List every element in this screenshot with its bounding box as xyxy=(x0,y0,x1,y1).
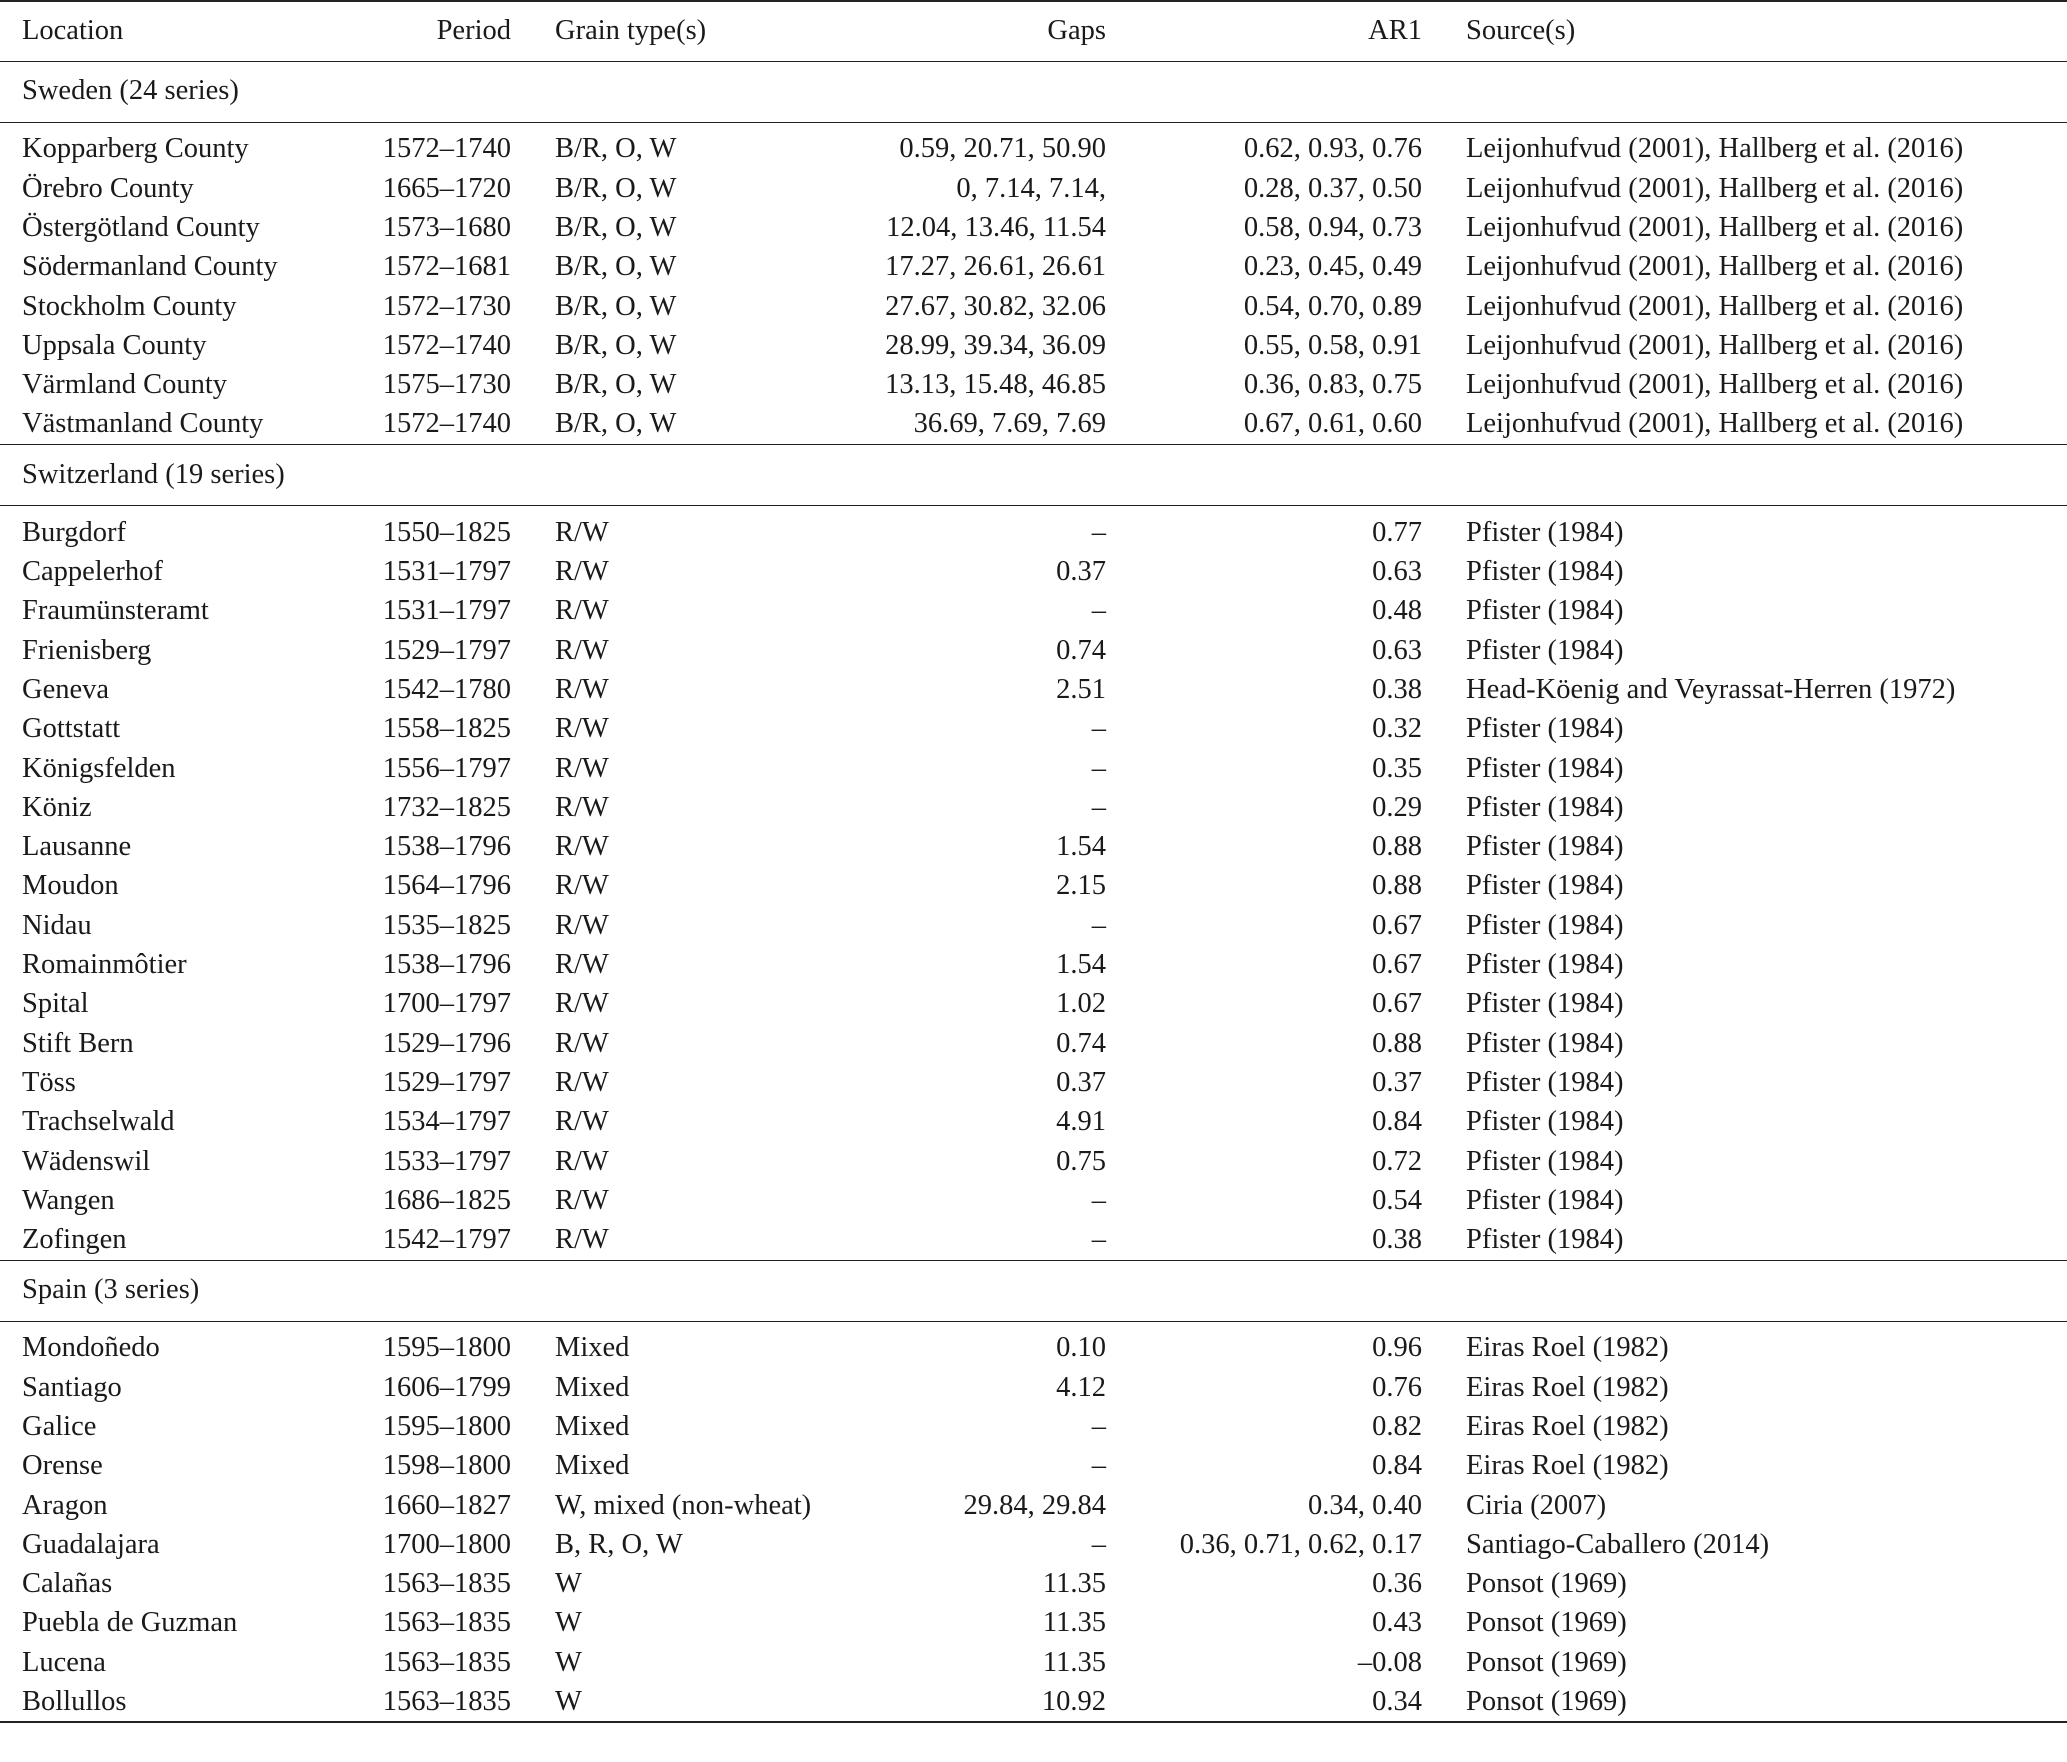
group-spacer xyxy=(0,505,2067,513)
cell-location: Kopparberg County xyxy=(22,133,249,165)
cell-grain-types: W xyxy=(555,1607,582,1639)
cell-gaps: – xyxy=(1091,909,1106,941)
cell-gaps: – xyxy=(1091,1528,1106,1560)
cell-grain-types: B/R, O, W xyxy=(555,290,677,322)
header-period: Period xyxy=(345,1,533,61)
cell-location: Fraumünsteramt xyxy=(22,595,209,627)
cell-ar1: 0.67 xyxy=(1372,949,1422,981)
cell-gaps: 17.27, 26.61, 26.61 xyxy=(885,251,1106,283)
cell-location: Königsfelden xyxy=(22,752,176,784)
cell-period: 1572–1740 xyxy=(382,133,511,165)
cell-location: Östergötland County xyxy=(22,211,260,243)
cell-period: 1595–1800 xyxy=(382,1332,511,1364)
cell-location: Spital xyxy=(22,988,89,1020)
cell-period: 1534–1797 xyxy=(382,1106,511,1138)
cell-gaps: 11.35 xyxy=(1042,1646,1106,1678)
cell-ar1: 0.96 xyxy=(1372,1332,1422,1364)
cell-grain-types: R/W xyxy=(555,673,609,705)
cell-location: Lausanne xyxy=(22,831,132,863)
cell-grain-types: R/W xyxy=(555,1184,609,1216)
cell-location: Lucena xyxy=(22,1646,106,1678)
table-row xyxy=(0,1408,2067,1447)
cell-grain-types: R/W xyxy=(555,831,609,863)
cell-grain-types: W xyxy=(555,1568,582,1600)
cell-grain-types: R/W xyxy=(555,556,609,588)
cell-sources: Pfister (1984) xyxy=(1466,988,1624,1020)
cell-ar1: 0.38 xyxy=(1372,1223,1422,1255)
cell-gaps: 2.51 xyxy=(1056,673,1106,705)
cell-period: 1531–1797 xyxy=(382,556,511,588)
table-row xyxy=(0,1526,2067,1565)
table-row xyxy=(0,1103,2067,1142)
table-row xyxy=(0,130,2067,169)
table-row xyxy=(0,906,2067,945)
cell-gaps: 1.02 xyxy=(1056,988,1106,1020)
table-row xyxy=(0,592,2067,631)
table-row xyxy=(0,553,2067,592)
table-row xyxy=(0,1329,2067,1368)
cell-ar1: 0.29 xyxy=(1372,791,1422,823)
cell-period: 1556–1797 xyxy=(382,752,511,784)
cell-grain-types: R/W xyxy=(555,752,609,784)
cell-location: Frienisberg xyxy=(22,634,152,666)
cell-gaps: – xyxy=(1091,752,1106,784)
cell-grain-types: R/W xyxy=(555,988,609,1020)
cell-location: Uppsala County xyxy=(22,329,207,361)
cell-gaps: – xyxy=(1091,1184,1106,1216)
table-row xyxy=(0,985,2067,1024)
cell-period: 1732–1825 xyxy=(382,791,511,823)
cell-gaps: 0.59, 20.71, 50.90 xyxy=(899,133,1106,165)
cell-gaps: 28.99, 39.34, 36.09 xyxy=(885,329,1106,361)
cell-period: 1598–1800 xyxy=(382,1450,511,1482)
cell-period: 1563–1835 xyxy=(382,1607,511,1639)
cell-ar1: 0.88 xyxy=(1372,1027,1422,1059)
cell-ar1: 0.32 xyxy=(1372,713,1422,745)
cell-gaps: 10.92 xyxy=(818,1683,1128,1722)
group-spacer xyxy=(0,122,2067,130)
cell-grain-types: B/R, O, W xyxy=(555,172,677,204)
table-row xyxy=(0,209,2067,248)
cell-grain-types: R/W xyxy=(555,595,609,627)
cell-ar1: 0.55, 0.58, 0.91 xyxy=(1243,329,1422,361)
cell-location: Romainmôtier xyxy=(22,949,187,981)
cell-sources: Eiras Roel (1982) xyxy=(1466,1371,1669,1403)
cell-ar1: 0.34 xyxy=(1128,1683,1444,1722)
cell-location: Galice xyxy=(22,1411,97,1442)
cell-grain-types: R/W xyxy=(555,870,609,902)
cell-sources: Pfister (1984) xyxy=(1466,909,1624,941)
header-sources: Source(s) xyxy=(1444,1,2067,61)
cell-location: Södermanland County xyxy=(22,251,278,283)
cell-gaps: 11.35 xyxy=(1042,1568,1106,1600)
cell-sources: Leijonhufvud (2001), Hallberg et al. (2016) xyxy=(1466,408,1964,440)
cell-gaps: 11.35 xyxy=(1042,1607,1106,1639)
cell-ar1: 0.84 xyxy=(1372,1106,1422,1138)
cell-grain-types: B/R, O, W xyxy=(555,369,677,401)
cell-sources: Eiras Roel (1982) xyxy=(1466,1411,1669,1442)
cell-sources: Ponsot (1969) xyxy=(1466,1607,1627,1639)
table-row xyxy=(0,1142,2067,1181)
cell-sources: Pfister (1984) xyxy=(1466,870,1624,902)
table-row xyxy=(0,405,2067,444)
cell-location: Västmanland County xyxy=(22,408,264,440)
cell-ar1: 0.76 xyxy=(1372,1371,1422,1403)
cell-ar1: 0.43 xyxy=(1372,1607,1422,1639)
table-row xyxy=(0,1565,2067,1604)
cell-ar1: 0.54 xyxy=(1372,1184,1422,1216)
cell-period: 1572–1740 xyxy=(382,408,511,440)
cell-grain-types: R/W xyxy=(555,634,609,666)
cell-ar1: 0.67 xyxy=(1372,988,1422,1020)
cell-ar1: 0.63 xyxy=(1372,634,1422,666)
cell-period: 1563–1835 xyxy=(345,1683,533,1722)
cell-location: Zofingen xyxy=(22,1223,127,1255)
cell-ar1: 0.77 xyxy=(1372,516,1422,548)
cell-location: Värmland County xyxy=(22,369,228,401)
cell-ar1: 0.35 xyxy=(1372,752,1422,784)
cell-grain-types: R/W xyxy=(555,1223,609,1255)
cell-location: Aragon xyxy=(22,1489,108,1521)
table-row xyxy=(0,631,2067,670)
cell-sources: Pfister (1984) xyxy=(1466,595,1624,627)
table-row xyxy=(0,169,2067,208)
cell-period: 1531–1797 xyxy=(382,595,511,627)
cell-gaps: 0.74 xyxy=(1056,1027,1106,1059)
cell-location: Orense xyxy=(22,1450,103,1482)
cell-period: 1529–1796 xyxy=(382,1027,511,1059)
table-row xyxy=(0,287,2067,326)
cell-location: Stockholm County xyxy=(22,290,237,322)
cell-grain-types: R/W xyxy=(555,516,609,548)
cell-gaps: 12.04, 13.46, 11.54 xyxy=(886,211,1106,243)
cell-ar1: 0.88 xyxy=(1372,870,1422,902)
cell-ar1: 0.67 xyxy=(1372,909,1422,941)
cell-ar1: 0.36, 0.71, 0.62, 0.17 xyxy=(1179,1528,1422,1560)
cell-grain-types: R/W xyxy=(555,909,609,941)
cell-ar1: 0.37 xyxy=(1372,1066,1422,1098)
table-row xyxy=(0,326,2067,365)
cell-sources: Pfister (1984) xyxy=(1466,713,1624,745)
cell-gaps: 1.54 xyxy=(1056,949,1106,981)
cell-period: 1529–1797 xyxy=(382,634,511,666)
cell-grain-types: W xyxy=(555,1646,582,1678)
cell-grain-types: R/W xyxy=(555,1106,609,1138)
cell-gaps: – xyxy=(1091,1223,1106,1255)
table-row xyxy=(0,1643,2067,1682)
table-row xyxy=(0,513,2067,552)
cell-location: Nidau xyxy=(22,909,92,941)
cell-sources: Ponsot (1969) xyxy=(1466,1568,1627,1600)
cell-ar1: 0.36 xyxy=(1372,1568,1422,1600)
cell-sources: Ponsot (1969) xyxy=(1444,1683,2067,1722)
cell-period: 1550–1825 xyxy=(382,516,511,548)
group-spacer xyxy=(0,1321,2067,1329)
cell-location: Gottstatt xyxy=(22,713,121,745)
table-row xyxy=(0,710,2067,749)
cell-period: 1665–1720 xyxy=(382,172,511,204)
cell-grain-types: B/R, O, W xyxy=(555,211,677,243)
cell-gaps: – xyxy=(1091,1411,1106,1442)
cell-grain-types: R/W xyxy=(555,791,609,823)
cell-gaps: – xyxy=(1091,713,1106,745)
cell-gaps: 0.74 xyxy=(1056,634,1106,666)
cell-grain-types: Mixed xyxy=(555,1371,630,1403)
group-header-row xyxy=(0,444,2067,505)
cell-grain-types: B/R, O, W xyxy=(555,251,677,283)
cell-location: Wangen xyxy=(22,1184,115,1216)
cell-gaps: 0.10 xyxy=(1056,1332,1106,1364)
cell-period: 1538–1796 xyxy=(382,949,511,981)
cell-location: Santiago xyxy=(22,1371,122,1403)
cell-sources: Eiras Roel (1982) xyxy=(1466,1450,1669,1482)
cell-gaps: 1.54 xyxy=(1056,831,1106,863)
header-grain-types: Grain type(s) xyxy=(533,1,818,61)
cell-grain-types: Mixed xyxy=(555,1411,630,1442)
cell-ar1: 0.48 xyxy=(1372,595,1422,627)
cell-sources: Pfister (1984) xyxy=(1466,1145,1624,1177)
group-title: Sweden (24 series) xyxy=(0,61,2067,122)
cell-ar1: 0.63 xyxy=(1372,556,1422,588)
cell-period: 1535–1825 xyxy=(382,909,511,941)
cell-gaps: – xyxy=(1091,516,1106,548)
table-row xyxy=(0,788,2067,827)
cell-period: 1595–1800 xyxy=(382,1411,511,1442)
cell-gaps: 2.15 xyxy=(1056,870,1106,902)
cell-location: Trachselwald xyxy=(22,1106,175,1138)
cell-period: 1529–1797 xyxy=(382,1066,511,1098)
cell-period: 1538–1796 xyxy=(382,831,511,863)
header-ar1: AR1 xyxy=(1128,1,1444,61)
cell-gaps: 36.69, 7.69, 7.69 xyxy=(913,408,1106,440)
cell-sources: Pfister (1984) xyxy=(1466,1223,1624,1255)
cell-period: 1563–1835 xyxy=(382,1646,511,1678)
cell-grain-types: R/W xyxy=(555,1145,609,1177)
cell-location: Bollullos xyxy=(0,1683,345,1722)
cell-ar1: 0.23, 0.45, 0.49 xyxy=(1243,251,1422,283)
cell-sources: Pfister (1984) xyxy=(1466,634,1624,666)
table-row xyxy=(0,867,2067,906)
cell-grain-types: B/R, O, W xyxy=(555,329,677,361)
cell-location: Örebro County xyxy=(22,172,194,204)
cell-sources: Pfister (1984) xyxy=(1466,752,1624,784)
cell-location: Mondoñedo xyxy=(22,1332,160,1364)
cell-period: 1558–1825 xyxy=(382,713,511,745)
cell-location: Moudon xyxy=(22,870,119,902)
cell-location: Burgdorf xyxy=(22,516,126,548)
cell-sources: Leijonhufvud (2001), Hallberg et al. (2016) xyxy=(1466,369,1964,401)
cell-sources: Leijonhufvud (2001), Hallberg et al. (2016) xyxy=(1466,329,1964,361)
cell-sources: Pfister (1984) xyxy=(1466,949,1624,981)
cell-ar1: 0.72 xyxy=(1372,1145,1422,1177)
cell-ar1: 0.34, 0.40 xyxy=(1308,1489,1422,1521)
cell-sources: Santiago-Caballero (2014) xyxy=(1466,1528,1770,1560)
cell-period: 1700–1797 xyxy=(382,988,511,1020)
cell-grain-types: Mixed xyxy=(555,1450,630,1482)
cell-gaps: – xyxy=(1091,595,1106,627)
cell-sources: Pfister (1984) xyxy=(1466,791,1624,823)
cell-grain-types: R/W xyxy=(555,713,609,745)
cell-sources: Pfister (1984) xyxy=(1466,1184,1624,1216)
group-header-row xyxy=(0,1260,2067,1321)
cell-grain-types: Mixed xyxy=(555,1332,630,1364)
cell-sources: Leijonhufvud (2001), Hallberg et al. (2016) xyxy=(1466,133,1964,165)
cell-sources: Pfister (1984) xyxy=(1466,1027,1624,1059)
cell-grain-types: B, R, O, W xyxy=(555,1528,683,1560)
table-row xyxy=(0,366,2067,405)
table-body xyxy=(0,61,2067,1722)
table-row xyxy=(0,1683,2067,1722)
cell-gaps: 0.75 xyxy=(1056,1145,1106,1177)
cell-period: 1686–1825 xyxy=(382,1184,511,1216)
cell-location: Calañas xyxy=(22,1568,113,1600)
cell-sources: Leijonhufvud (2001), Hallberg et al. (2016) xyxy=(1466,211,1964,243)
cell-location: Stift Bern xyxy=(22,1027,134,1059)
table-row xyxy=(0,1447,2067,1486)
cell-sources: Leijonhufvud (2001), Hallberg et al. (2016) xyxy=(1466,251,1964,283)
cell-ar1: 0.88 xyxy=(1372,831,1422,863)
header-row xyxy=(0,1,2067,61)
cell-sources: Leijonhufvud (2001), Hallberg et al. (2016) xyxy=(1466,290,1964,322)
cell-period: 1563–1835 xyxy=(382,1568,511,1600)
cell-location: Köniz xyxy=(22,791,92,823)
table-row xyxy=(0,828,2067,867)
cell-gaps: 27.67, 30.82, 32.06 xyxy=(885,290,1106,322)
table-row xyxy=(0,1604,2067,1643)
cell-sources: Leijonhufvud (2001), Hallberg et al. (2016) xyxy=(1466,172,1964,204)
cell-grain-types: R/W xyxy=(555,949,609,981)
cell-gaps: 0.37 xyxy=(1056,1066,1106,1098)
table-row xyxy=(0,1064,2067,1103)
cell-ar1: 0.62, 0.93, 0.76 xyxy=(1243,133,1422,165)
cell-period: 1660–1827 xyxy=(382,1489,511,1521)
cell-ar1: 0.36, 0.83, 0.75 xyxy=(1243,369,1422,401)
table-row xyxy=(0,248,2067,287)
cell-period: 1542–1797 xyxy=(382,1223,511,1255)
table-row xyxy=(0,1221,2067,1260)
cell-sources: Pfister (1984) xyxy=(1466,831,1624,863)
cell-gaps: 29.84, 29.84 xyxy=(963,1489,1106,1521)
cell-grain-types: W, mixed (non-wheat) xyxy=(555,1489,812,1521)
cell-grain-types: B/R, O, W xyxy=(555,133,677,165)
cell-period: 1572–1681 xyxy=(382,251,511,283)
cell-period: 1564–1796 xyxy=(382,870,511,902)
cell-grain-types: R/W xyxy=(555,1027,609,1059)
cell-period: 1575–1730 xyxy=(382,369,511,401)
cell-gaps: 0.37 xyxy=(1056,556,1106,588)
cell-period: 1606–1799 xyxy=(382,1371,511,1403)
table-header xyxy=(0,1,2067,61)
cell-grain-types: R/W xyxy=(555,1066,609,1098)
cell-ar1: 0.28, 0.37, 0.50 xyxy=(1243,172,1422,204)
cell-sources: Eiras Roel (1982) xyxy=(1466,1332,1669,1364)
cell-gaps: – xyxy=(1091,791,1106,823)
header-location: Location xyxy=(0,1,345,61)
cell-ar1: 0.54, 0.70, 0.89 xyxy=(1243,290,1422,322)
group-header-row xyxy=(0,61,2067,122)
cell-sources: Pfister (1984) xyxy=(1466,1066,1624,1098)
header-gaps: Gaps xyxy=(818,1,1128,61)
cell-ar1: 0.67, 0.61, 0.60 xyxy=(1243,408,1422,440)
table-row xyxy=(0,1486,2067,1525)
cell-sources: Ciria (2007) xyxy=(1466,1489,1607,1521)
cell-period: 1542–1780 xyxy=(382,673,511,705)
cell-sources: Head-Köenig and Veyrassat-Herren (1972) xyxy=(1466,673,1956,705)
cell-sources: Ponsot (1969) xyxy=(1466,1646,1627,1678)
cell-period: 1572–1740 xyxy=(382,329,511,361)
cell-sources: Pfister (1984) xyxy=(1466,556,1624,588)
cell-location: Geneva xyxy=(22,673,110,705)
cell-ar1: 0.38 xyxy=(1372,673,1422,705)
cell-gaps: – xyxy=(1091,1450,1106,1482)
cell-ar1: 0.82 xyxy=(1372,1411,1422,1442)
cell-grain-types: B/R, O, W xyxy=(555,408,677,440)
cell-gaps: 4.91 xyxy=(1056,1106,1106,1138)
table-row xyxy=(0,671,2067,710)
cell-period: 1572–1730 xyxy=(382,290,511,322)
cell-location: Puebla de Guzman xyxy=(22,1607,238,1639)
cell-location: Töss xyxy=(22,1066,76,1098)
cell-ar1: –0.08 xyxy=(1357,1646,1422,1678)
table-row xyxy=(0,749,2067,788)
group-title: Switzerland (19 series) xyxy=(0,444,2067,505)
cell-ar1: 0.84 xyxy=(1372,1450,1422,1482)
cell-period: 1700–1800 xyxy=(382,1528,511,1560)
cell-period: 1533–1797 xyxy=(382,1145,511,1177)
cell-gaps: 13.13, 15.48, 46.85 xyxy=(885,369,1106,401)
cell-ar1: 0.58, 0.94, 0.73 xyxy=(1243,211,1422,243)
group-title: Spain (3 series) xyxy=(0,1260,2067,1321)
table-row xyxy=(0,1181,2067,1220)
cell-period: 1573–1680 xyxy=(382,211,511,243)
cell-gaps: 4.12 xyxy=(1056,1371,1106,1403)
table-row xyxy=(0,1024,2067,1063)
cell-location: Cappelerhof xyxy=(22,556,163,588)
cell-location: Wädenswil xyxy=(22,1145,151,1177)
cell-sources: Pfister (1984) xyxy=(1466,1106,1624,1138)
cell-gaps: 0, 7.14, 7.14, xyxy=(956,172,1106,204)
table-row xyxy=(0,946,2067,985)
cell-sources: Pfister (1984) xyxy=(1466,516,1624,548)
cell-grain-types: W xyxy=(533,1683,818,1722)
cell-location: Guadalajara xyxy=(22,1528,160,1560)
table-row xyxy=(0,1368,2067,1407)
